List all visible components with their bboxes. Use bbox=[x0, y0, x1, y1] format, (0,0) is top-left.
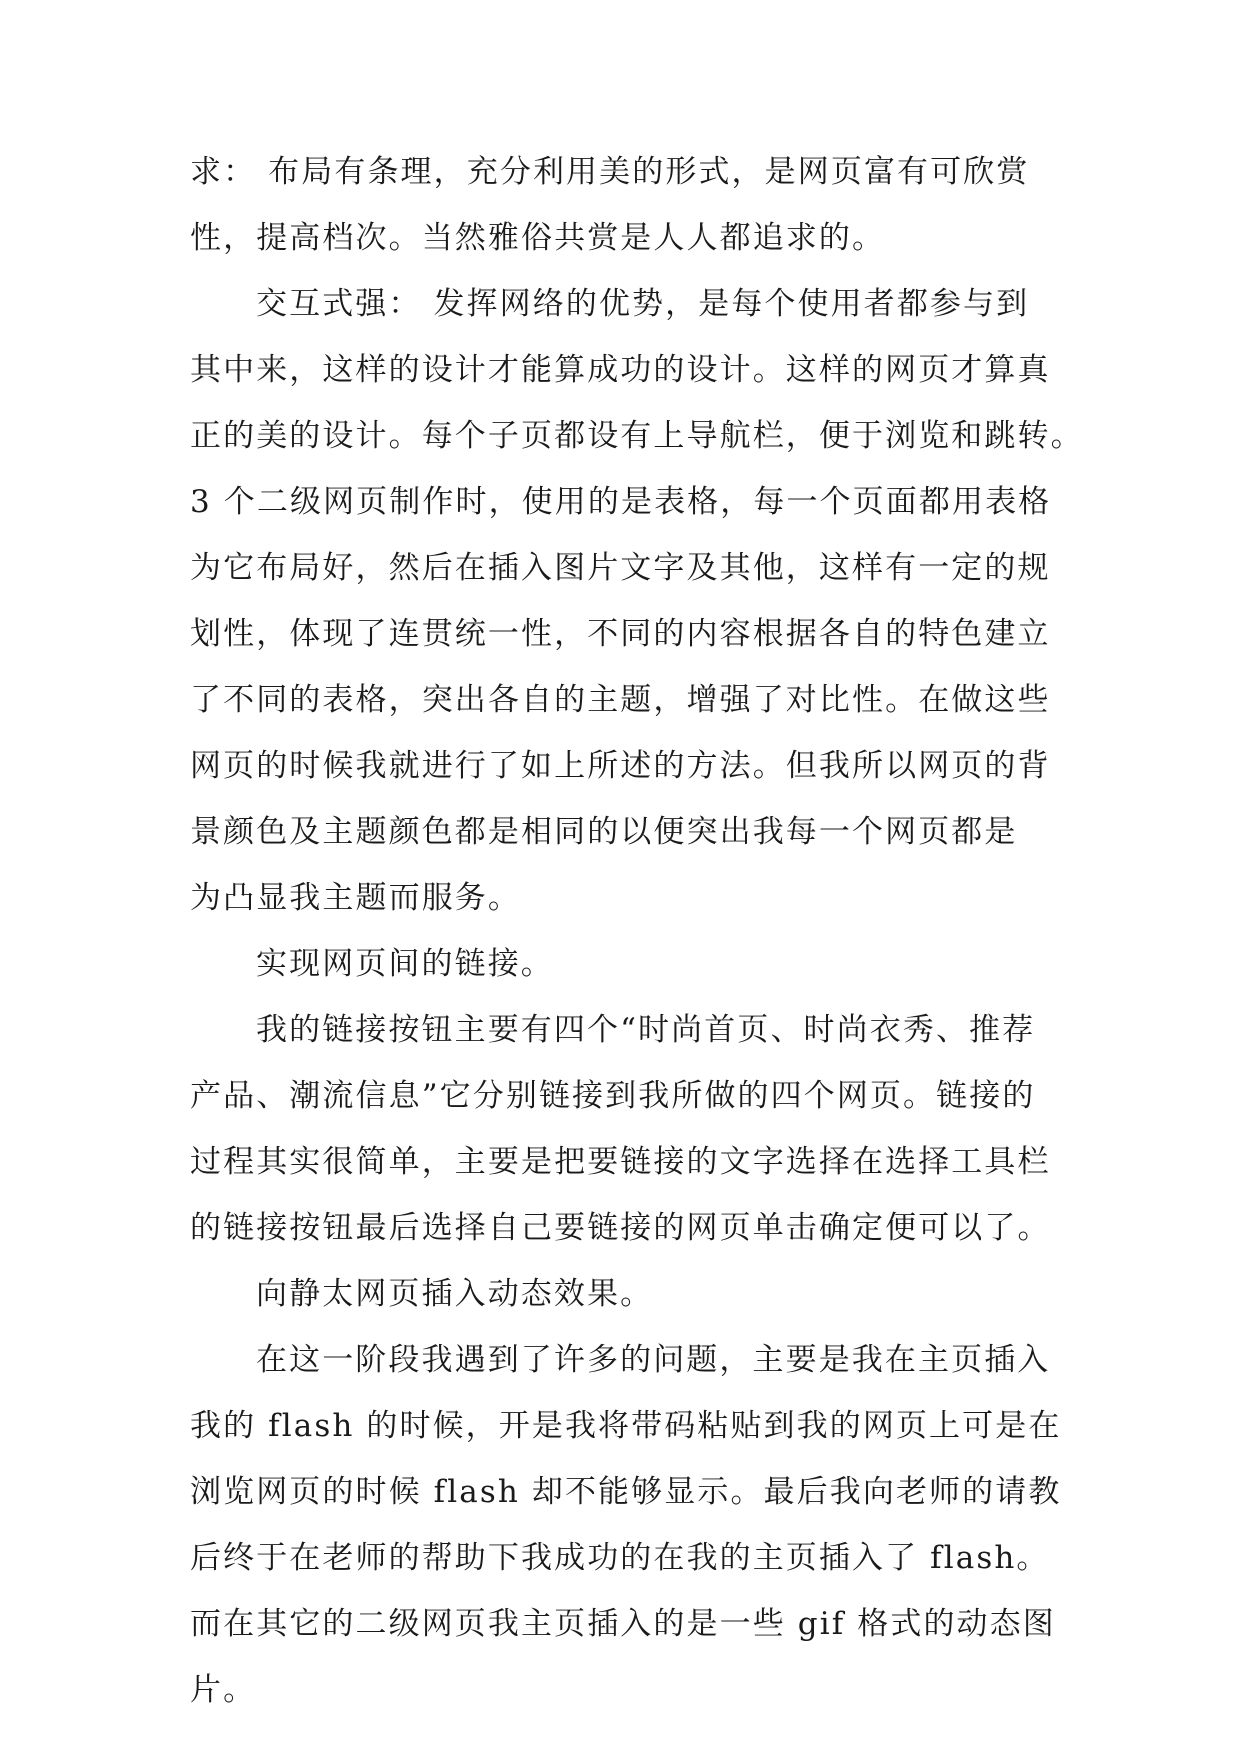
text-line: 实现网页间的链接。 bbox=[256, 946, 554, 982]
text-line: 向静太网页插入动态效果。 bbox=[256, 1276, 654, 1312]
text-line: 片。 bbox=[190, 1672, 257, 1708]
text-line: 浏览网页的时候 flash 却不能够显示。最后我向老师的请教 bbox=[190, 1474, 1062, 1510]
text-line: 了不同的表格，突出各自的主题，增强了对比性。在做这些 bbox=[190, 682, 1051, 718]
text-line: 划性，体现了连贯统一性，不同的内容根据各自的特色建立 bbox=[190, 616, 1051, 652]
text-line: 的链接按钮最后选择自己要链接的网页单击确定便可以了。 bbox=[190, 1210, 1051, 1246]
text-line: 我的链接按钮主要有四个“时尚首页、时尚衣秀、推荐 bbox=[256, 1012, 1036, 1048]
text-line: 景颜色及主题颜色都是相同的以便突出我每一个网页都是 bbox=[190, 814, 1018, 850]
text-line: 求： 布局有条理，充分利用美的形式，是网页富有可欣赏 bbox=[190, 154, 1030, 190]
text-line: 而在其它的二级网页我主页插入的是一些 gif 格式的动态图 bbox=[190, 1606, 1056, 1642]
text-line: 正的美的设计。每个子页都设有上导航栏，便于浏览和跳转。 bbox=[190, 418, 1084, 454]
text-line: 网页的时候我就进行了如上所述的方法。但我所以网页的背 bbox=[190, 748, 1051, 784]
text-line: 在这一阶段我遇到了许多的问题，主要是我在主页插入 bbox=[256, 1342, 1051, 1378]
text-line: 过程其实很简单，主要是把要链接的文字选择在选择工具栏 bbox=[190, 1144, 1051, 1180]
text-line: 交互式强： 发挥网络的优势，是每个使用者都参与到 bbox=[256, 286, 1030, 322]
text-line: 3 个二级网页制作时，使用的是表格，每一个页面都用表格 bbox=[190, 484, 1052, 520]
text-line: 我的 flash 的时候，开是我将带码粘贴到我的网页上可是在 bbox=[190, 1408, 1062, 1444]
text-line: 为它布局好，然后在插入图片文字及其他，这样有一定的规 bbox=[190, 550, 1051, 586]
text-line: 产品、潮流信息”它分别链接到我所做的四个网页。链接的 bbox=[190, 1078, 1036, 1114]
text-line: 其中来，这样的设计才能算成功的设计。这样的网页才算真 bbox=[190, 352, 1051, 388]
text-line: 性，提高档次。当然雅俗共赏是人人都追求的。 bbox=[190, 220, 886, 256]
text-line: 后终于在老师的帮助下我成功的在我的主页插入了 flash。 bbox=[190, 1540, 1050, 1576]
text-line: 为凸显我主题而服务。 bbox=[190, 880, 521, 916]
